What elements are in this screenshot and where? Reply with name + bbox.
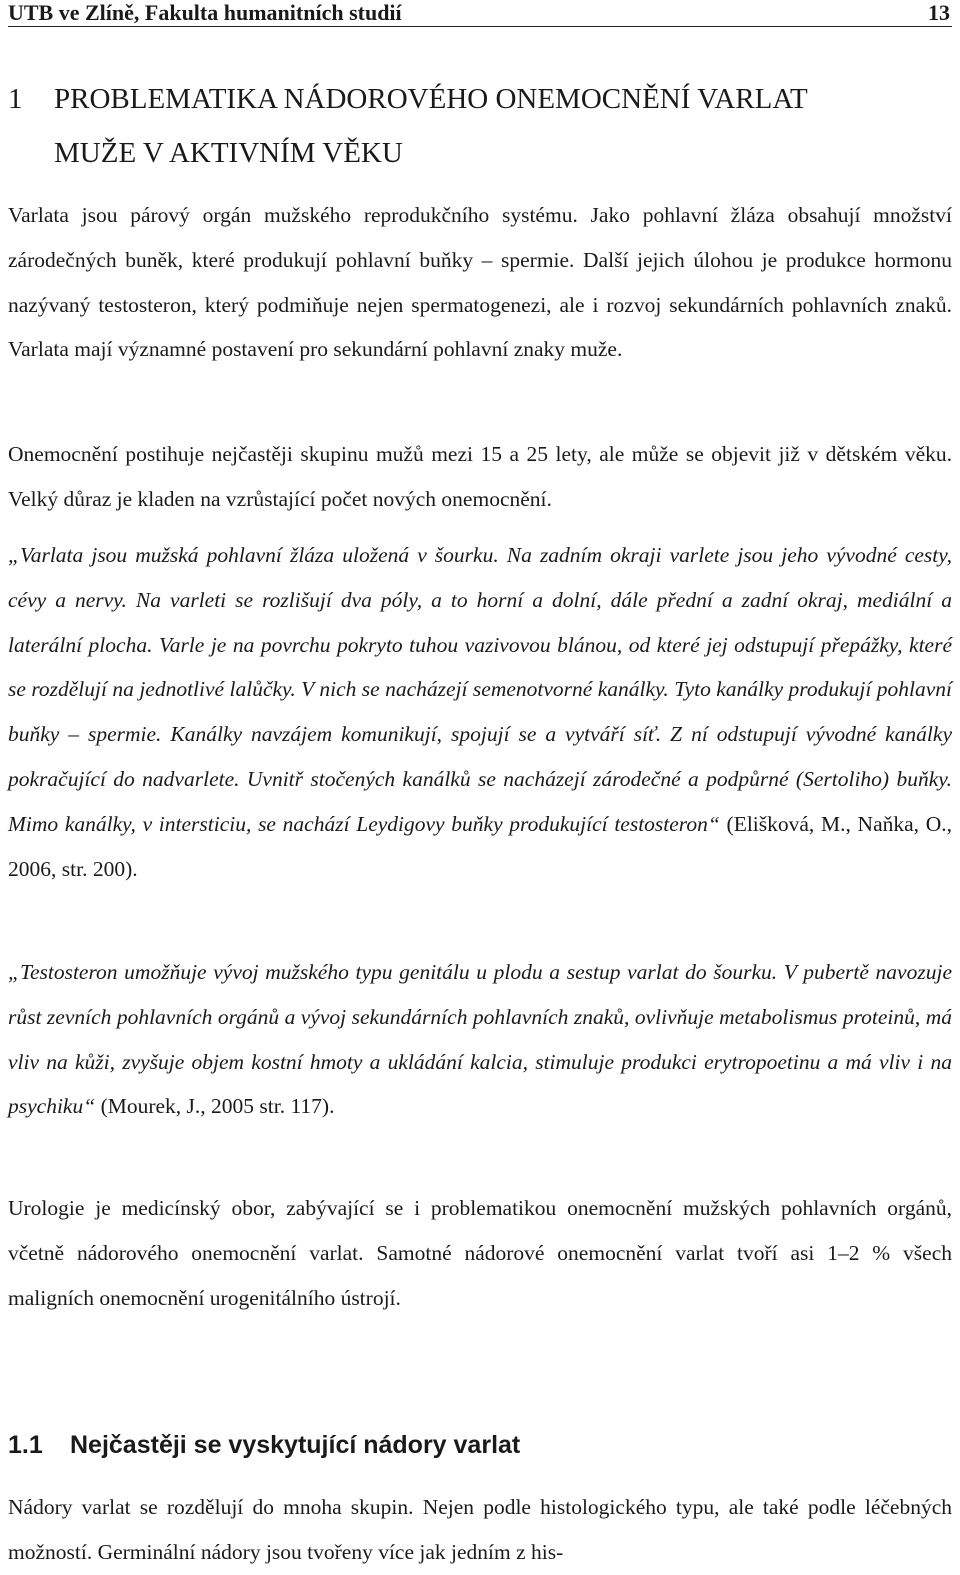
running-header [8,0,952,27]
quote-anatomy [8,533,952,891]
quote-anatomy-text: „Varlata jsou mužská pohlavní žláza uložená v šourku. Na zadním okraji varlete jsou jeho vývodné cesty, cévy a nervy. Na varleti se rozlišují dva póly, a to horní a dolní, dále přední a zadní okraj, mediální a laterální plocha. Varle je na povrchu pokryto tuhou vazivovou blánou, od které jej odstupují přepážky, které se rozdělují na jednotlivé lalůčky. V nich se nacházejí semenotvorné kanálky. Tyto kanálky produkují pohlavní buňky – spermie. Kanálky navzájem komunikují, spojují se a vytváří síť. Z ní odstupují vývodné kanálky pokračující do nadvarlete. Uvnitř stočených kanálků se nacházejí zárodečné a podpůrné (Sertoliho) buňky. Mimo kanálky, v intersticiu, se nachází Leydigovy buňky produkující testosteron“ [8,543,952,836]
section-number: 1.1 [8,1431,43,1459]
header-institution: UTB ve Zlíně, Fakulta humanitních studií [8,0,402,25]
page-number: 13 [928,0,950,25]
paragraph-tumor-types: Nádory varlat se rozdělují do mnoha skupin. Nejen podle histologického typu, ale také podle léčebných možností. Germinální nádory jsou tvořeny více jak jedním z his- [8,1495,952,1564]
quote-testosterone-text: „Testosteron umožňuje vývoj mužského typu genitálu u plodu a sestup varlat do šourku. V pubertě navozuje růst zevních pohlavních orgánů a vývoj sekundárních pohlavních znaků, ovlivňuje metabolismus proteinů, má vliv na kůži, zvyšuje objem kostní hmoty a ukládání kalcia, stimuluje produkci erytropoetinu a má vliv i na psychiku“ [8,960,952,1119]
section-title: Nejčastěji se vyskytující nádory varlat [70,1431,521,1459]
chapter-title-line-2: MUŽE V AKTIVNÍM VĚKU [54,137,403,169]
paragraph-testes-function: Varlata jsou párový orgán mužského reprodukčního systému. Jako pohlavní žláza obsahují množství zárodečných buněk, které produkují pohlavní buňky – spermie. Další jejich úlohou je produkce hormonu nazývaný testosteron, který podmiňuje nejen spermatogenezi, ale i rozvoj sekundárních pohlavních znaků. Varlata mají významné postavení pro sekundární pohlavní znaky muže. [8,203,952,362]
quote-testosterone-citation: (Mourek, J., 2005 str. 117). [95,1094,335,1119]
chapter-title-line-1: PROBLEMATIKA NÁDOROVÉHO ONEMOCNĚNÍ VARLAT [54,83,808,115]
quote-anatomy-citation: (Elišková, M., Naňka, O., 2006, str. 200). [8,811,953,881]
quote-testosterone [8,950,952,1129]
paragraph-urology: Urologie je medicínský obor, zabývající se i problematikou onemocnění mužských pohlavních orgánů, včetně nádorového onemocnění varlat. Samotné nádorové onemocnění varlat tvoří asi 1–2 % všech maligních onemocnění urogenitálního ústrojí. [8,1196,952,1310]
paragraph-incidence: Onemocnění postihuje nejčastěji skupinu mužů mezi 15 a 25 lety, ale může se objevit již v dětském věku. Velký důraz je kladen na vzrůstající počet nových onemocnění. [8,442,952,511]
chapter-number: 1 [8,83,23,115]
